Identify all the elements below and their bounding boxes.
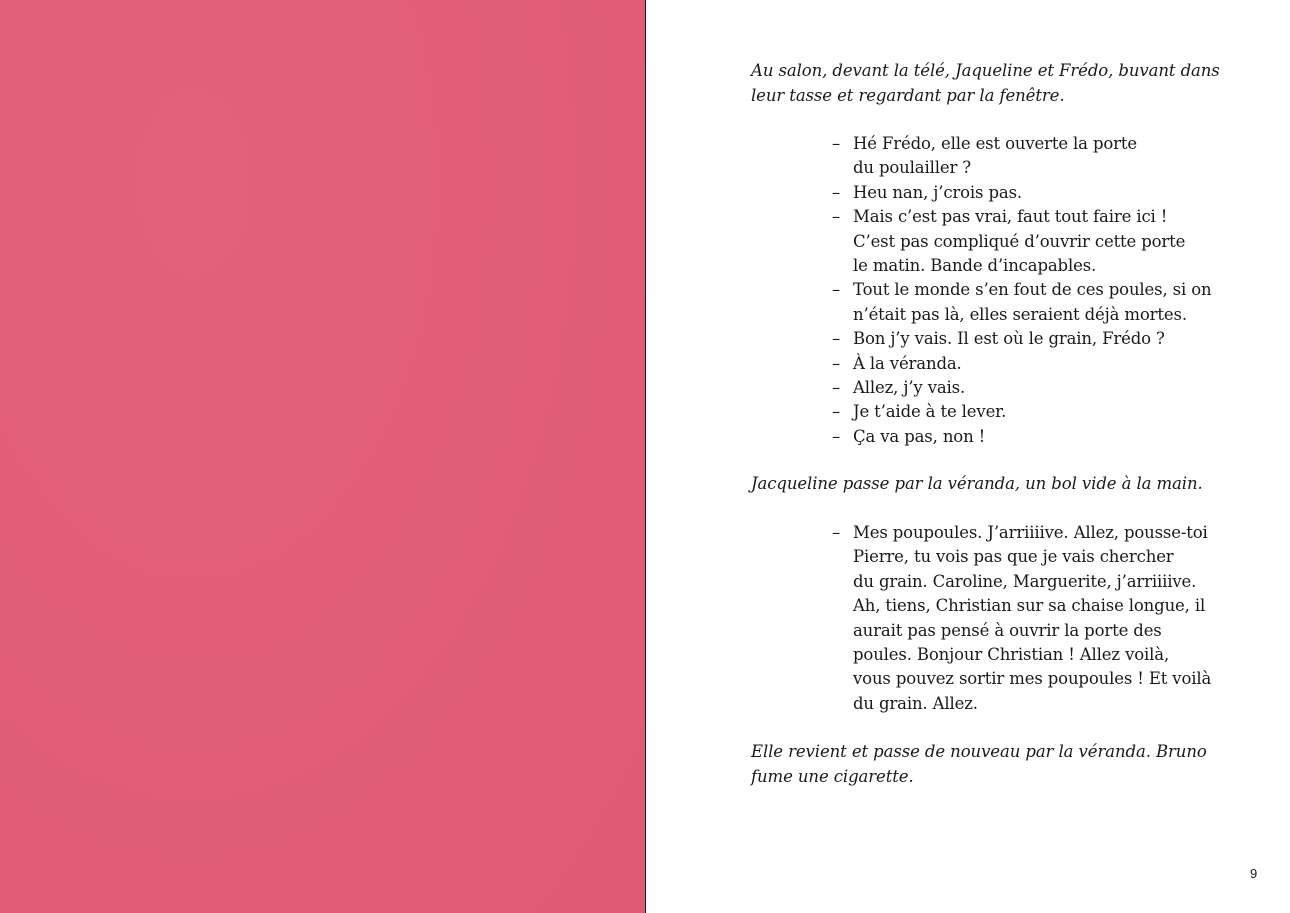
dash: –: [832, 426, 841, 446]
dialogue-text: Je t’aide à te lever.: [853, 402, 1007, 422]
dash: –: [832, 353, 841, 373]
page-number: 9: [1250, 866, 1258, 881]
dialogue-line: [832, 181, 1252, 205]
dash: –: [832, 402, 841, 422]
dialogue-text: Ça va pas, non !: [853, 426, 986, 446]
dialogue-line: [832, 425, 1252, 449]
dialogue-text: À la véranda.: [853, 353, 962, 373]
dialogue-line: [832, 521, 1252, 716]
dialogue-text: Mais c’est pas vrai, faut tout faire ici ! C’est pas compliqué d’ouvrir cette porte le matin. Bande d’incapables.: [853, 207, 1186, 276]
dialogue-line: [832, 327, 1252, 351]
dialogue-block-1: [832, 132, 1252, 449]
dialogue-line: [832, 400, 1252, 424]
dash: –: [832, 207, 841, 227]
dialogue-line: [832, 352, 1252, 376]
dialogue-text: Heu nan, j’crois pas.: [853, 182, 1022, 202]
right-page: [646, 0, 1290, 913]
dialogue-text: Mes poupoules. J’arriiiive. Allez, pousse-toi Pierre, tu vois pas que je vais chercher du grain. Caroline, Marguerite, j’arriiiive. Ah, tiens, Christian sur sa chaise longue, il aurait pas pensé à ouvrir la porte des poules. Bonjour Christian ! Allez voilà, vous pouvez sortir mes poupoules ! Et voilà du grain. Allez.: [853, 523, 1212, 713]
dialogue-text: Allez, j’y vais.: [853, 378, 966, 398]
dialogue-line: [832, 132, 1252, 181]
dialogue-line: [832, 278, 1252, 327]
dialogue-line: [832, 376, 1252, 400]
dash: –: [832, 280, 841, 300]
dialogue-block-2: [832, 521, 1252, 716]
dash: –: [832, 523, 841, 542]
dialogue-text: Bon j’y vais. Il est où le grain, Frédo ?: [853, 329, 1165, 349]
stage-direction-3: Elle revient et passe de nouveau par la véranda. Bruno fume une cigarette.: [751, 742, 1207, 786]
stage-direction-1: Au salon, devant la télé, Jaqueline et Frédo, buvant dans leur tasse et regardant par la fenêtre.: [751, 61, 1220, 105]
dash: –: [832, 329, 841, 349]
dialogue-text: Hé Frédo, elle est ouverte la porte du poulailler ?: [853, 134, 1137, 178]
dash: –: [832, 378, 841, 398]
stage-direction-2: Jacqueline passe par la véranda, un bol vide à la main.: [751, 474, 1203, 493]
dash: –: [832, 134, 841, 153]
dash: –: [832, 182, 841, 202]
dialogue-line: [832, 205, 1252, 278]
dialogue-text: Tout le monde s’en fout de ces poules, si on n’était pas là, elles seraient déjà mortes.: [853, 280, 1212, 324]
